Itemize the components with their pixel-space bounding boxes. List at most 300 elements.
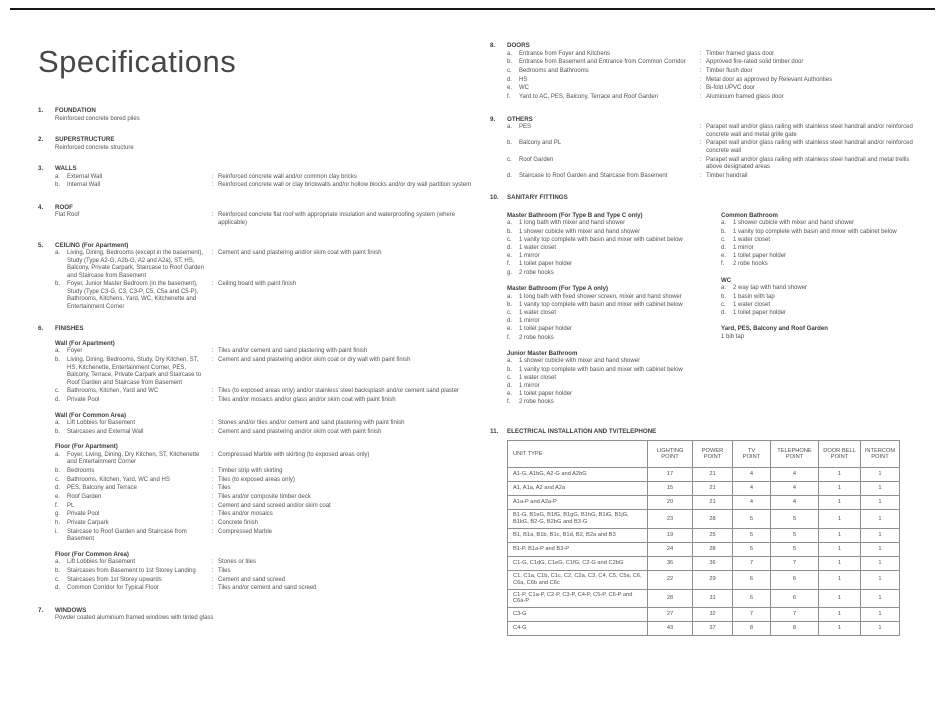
sanitary-item-row — [507, 229, 703, 236]
sanitary-item-row — [507, 391, 703, 398]
spec-item-row — [55, 212, 478, 227]
colon-separator: : — [211, 467, 214, 474]
colon-separator: : — [699, 93, 702, 100]
item-text: 1 vanity top complete with basin and mixer with cabinet below — [519, 366, 683, 373]
point-count-cell: 7 — [733, 608, 771, 622]
point-count-cell: 21 — [693, 468, 733, 482]
item-letter: c. — [55, 476, 60, 483]
column-header — [733, 441, 771, 468]
point-count-cell: 36 — [693, 556, 733, 570]
point-count-cell: 8 — [733, 622, 771, 636]
item-value: Concrete finish — [218, 520, 259, 526]
point-count-cell: 1 — [861, 542, 900, 556]
item-text: 2 robe hooks — [733, 261, 768, 268]
point-count-cell: 1 — [819, 482, 861, 496]
section-title: ELECTRICAL INSTALLATION AND TV/TELEPHONE — [507, 427, 657, 435]
item-letter: b. — [507, 366, 513, 373]
colon-separator: : — [211, 493, 214, 500]
point-count-cell: 17 — [648, 468, 693, 482]
spec-item-row — [55, 397, 478, 405]
item-text: 1 water closet — [733, 301, 771, 308]
item-value: Approved fire-rated solid timber door — [706, 59, 804, 66]
item-label: Roof Garden — [67, 493, 102, 500]
item-label: Staircases and External Wall — [67, 428, 144, 435]
sanitary-item-row — [507, 335, 703, 342]
section-body — [55, 204, 478, 229]
item-letter: f. — [721, 261, 725, 268]
item-text: 1 vanity top complete with basin and mixer with cabinet below — [519, 236, 683, 243]
item-letter: d. — [721, 309, 727, 316]
spec-item-row — [55, 468, 478, 476]
group-heading: Master Bathroom (For Type B and Type C only) — [507, 211, 643, 219]
section-number: 3. — [38, 165, 44, 172]
item-value: Stones or tiles — [218, 559, 257, 566]
point-count-cell: 37 — [693, 622, 733, 636]
colon-separator: : — [211, 559, 214, 566]
table-row — [508, 528, 900, 542]
spec-section — [38, 165, 478, 191]
item-label: Balcony and PL — [519, 140, 562, 147]
spec-section — [490, 116, 917, 182]
point-count-cell: 27 — [648, 608, 693, 622]
item-text: 2 robe hooks — [519, 334, 554, 341]
item-label: PES — [519, 124, 532, 131]
item-text: 1 water closet — [519, 309, 557, 316]
item-value: Cement and sand plastering and/or skim coat or dry wall with paint finish — [218, 357, 411, 364]
colon-separator: : — [211, 502, 214, 509]
unit-type-cell: B1, B1a, B1b, B1c, B1d, B2, B2a and B3 — [508, 528, 648, 542]
point-count-cell: 6 — [733, 589, 771, 608]
item-letter: f. — [55, 502, 59, 509]
unit-type-cell: C1-G, C1dG, C1eG, C1fG, C2-G and C2bG — [508, 556, 648, 570]
sanitary-item-row — [507, 237, 703, 244]
sanitary-item-row — [507, 310, 703, 317]
sanitary-item-row — [721, 310, 917, 317]
spec-item-row — [507, 173, 917, 181]
item-letter: b. — [721, 293, 727, 300]
item-label: Bathrooms, Kitchen, Yard, WC and HS — [67, 476, 170, 483]
spec-item-row — [55, 529, 478, 544]
item-value: Timber flush door — [706, 67, 753, 74]
section-note: Reinforced concrete bored piles — [55, 115, 140, 122]
item-value: Ceiling board with paint finish — [218, 281, 297, 288]
section-title: SUPERSTRUCTURE — [55, 136, 115, 143]
spec-item-row — [55, 568, 478, 576]
point-count-cell: 1 — [861, 496, 900, 510]
point-count-cell: 24 — [648, 542, 693, 556]
group-heading: Floor (For Common Area) — [55, 550, 129, 558]
group-heading: Common Bathroom — [721, 211, 778, 219]
spec-item-row — [507, 68, 917, 76]
spec-section — [38, 242, 478, 313]
page-title: Specifications — [38, 44, 237, 79]
point-count-cell: 28 — [693, 510, 733, 529]
item-text: 1 vanity top complete with basin and mixer with cabinet below — [519, 301, 683, 308]
left-column — [38, 40, 490, 649]
item-text: 1 long bath with fixed shower screen, mixer and hand shower — [519, 293, 682, 300]
item-value: Reinforced concrete wall or clay brickwalls and/or hollow blocks and/or dry wall partition system — [218, 182, 472, 189]
item-text: 1 shower cubicle with mixer and hand shower — [519, 228, 641, 235]
sanitary-group — [721, 325, 917, 341]
header-line: INTERCOM — [864, 447, 896, 454]
point-count-cell: 1 — [819, 468, 861, 482]
item-text: 2 robe hooks — [519, 269, 554, 276]
section-number: 9. — [490, 115, 496, 123]
group-heading: Wall (For Apartment) — [55, 339, 115, 347]
item-letter: a. — [55, 451, 61, 458]
section-number: 11. — [490, 427, 499, 435]
item-value: Timber strip with skirting — [218, 467, 283, 474]
colon-separator: : — [211, 428, 214, 435]
item-letter: f. — [507, 93, 511, 100]
point-count-cell: 1 — [819, 542, 861, 556]
sanitary-item-row — [507, 358, 703, 365]
item-letter: e. — [507, 85, 513, 92]
item-letter: d. — [507, 383, 513, 390]
item-letter: d. — [55, 585, 61, 592]
item-letter: g. — [507, 269, 513, 276]
item-letter: a. — [507, 50, 513, 57]
item-label: Living, Dining, Bedrooms, Study, Dry Kitchen, ST, HS, Kitchenette, Entertainment Corner, PES, Balcony, Terrace, Private Carpark and Staircase to Roof Garden and Staircase from Basement — [67, 357, 202, 386]
item-text: 2 way tap with hand shower — [733, 285, 808, 292]
table-header-row — [508, 441, 900, 468]
spec-item-row — [55, 348, 478, 356]
item-letter: a. — [55, 420, 61, 426]
colon-separator: : — [211, 511, 214, 518]
section-body — [55, 607, 478, 623]
point-count-cell: 1 — [819, 556, 861, 570]
colon-separator: : — [211, 281, 214, 288]
item-letter: b. — [507, 228, 513, 235]
item-letter: b. — [55, 357, 61, 364]
point-count-cell: 31 — [693, 589, 733, 608]
item-letter: c. — [507, 67, 512, 74]
item-label: Foyer — [67, 348, 83, 355]
point-count-cell: 6 — [733, 570, 771, 589]
item-label: Private Pool — [67, 511, 100, 518]
item-label: Lift Lobbies for Basement — [67, 559, 136, 566]
item-letter: e. — [507, 253, 513, 260]
colon-separator: : — [699, 140, 702, 147]
item-letter: a. — [721, 285, 727, 292]
section-title: FOUNDATION — [55, 107, 96, 114]
spec-item-row — [55, 494, 478, 502]
column-header — [693, 441, 733, 468]
point-count-cell: 1 — [861, 528, 900, 542]
header-line: POINT — [830, 454, 849, 461]
item-letter: b. — [55, 567, 61, 574]
section-body — [507, 194, 917, 414]
point-count-cell: 1 — [861, 556, 900, 570]
item-text: 1 long bath with mixer and hand shower — [519, 220, 626, 227]
point-count-cell: 1 — [819, 622, 861, 636]
point-count-cell: 7 — [771, 556, 819, 570]
item-value: Tiles (to exposed areas only) — [218, 476, 295, 483]
sanitary-columns — [507, 205, 917, 415]
table-row — [508, 542, 900, 556]
colon-separator: : — [699, 156, 702, 163]
item-value: Tiles and/or mosaics and/or glass and/or skim coat with paint finish — [218, 397, 396, 403]
item-label: Bedrooms — [67, 467, 95, 474]
item-label: HS — [519, 76, 528, 83]
item-value: Timber framed glass door — [706, 50, 775, 57]
item-value: Stones and/or tiles and/or cement and sand plastering with paint finish — [218, 420, 405, 426]
item-label: Bedrooms and Bathrooms — [519, 67, 589, 74]
spec-item-row — [55, 477, 478, 485]
item-label: Lift Lobbies for Basement — [67, 420, 136, 426]
table-row — [508, 608, 900, 622]
item-value: Reinforced concrete flat roof with appropriate insulation and waterproofing system (where applicable) — [218, 212, 456, 226]
colon-separator: : — [211, 528, 214, 535]
spec-item-row — [55, 357, 478, 387]
point-count-cell: 23 — [648, 510, 693, 529]
header-line: DOOR BELL — [823, 447, 856, 454]
item-letter: b. — [55, 182, 61, 189]
group-heading: Floor (For Apartment) — [55, 443, 118, 451]
section-title: SANITARY FITTINGS — [507, 194, 568, 202]
point-count-cell: 19 — [648, 528, 693, 542]
point-count-cell: 1 — [819, 496, 861, 510]
group-heading: Junior Master Bathroom — [507, 349, 578, 357]
table-row — [508, 589, 900, 608]
item-text: 1 water closet — [519, 374, 557, 381]
spec-item-row — [55, 585, 478, 593]
table-row — [508, 570, 900, 589]
colon-separator: : — [211, 397, 214, 403]
spec-item-row — [55, 559, 478, 567]
spec-item-row — [55, 388, 478, 396]
item-value: Tiles and/or cement and sand screed — [218, 585, 317, 592]
item-letter: f. — [507, 261, 511, 268]
point-count-cell: 5 — [771, 542, 819, 556]
spec-item-row — [507, 124, 917, 139]
section-title: WINDOWS — [55, 606, 87, 614]
unit-type-cell: A1-G, A1bG, A2-G and A2bG — [508, 468, 648, 482]
item-text: 1 mirror — [519, 253, 540, 260]
section-note: Reinforced concrete structure — [55, 144, 134, 151]
point-count-cell: 1 — [819, 528, 861, 542]
item-value: Parapet wall and/or glass railing with stainless steel handrail and/or reinforced concrete wall — [706, 140, 913, 154]
section-number: 1. — [38, 107, 44, 114]
item-value: Compressed Marble with skirting (to exposed areas only) — [218, 451, 370, 458]
section-body — [507, 428, 917, 636]
item-text: 1 mirror — [519, 318, 540, 325]
item-letter: c. — [55, 388, 60, 395]
item-letter: c. — [507, 374, 512, 381]
colon-separator: : — [699, 50, 702, 57]
item-letter: b. — [55, 281, 61, 288]
spec-item-row — [507, 85, 917, 93]
sanitary-group — [721, 277, 917, 318]
item-letter: e. — [507, 391, 513, 398]
item-letter: c. — [507, 309, 512, 316]
group-heading: Master Bathroom (For Type A only) — [507, 285, 609, 292]
sanitary-group — [507, 285, 703, 342]
sanitary-item-row — [507, 383, 703, 390]
item-letter: d. — [507, 318, 513, 325]
section-body — [55, 325, 478, 594]
spec-item-row — [55, 182, 478, 190]
spec-item-row — [507, 59, 917, 67]
colon-separator: : — [211, 585, 214, 592]
point-count-cell: 28 — [693, 542, 733, 556]
item-text: 1 basin with tap — [733, 293, 775, 300]
table-row — [508, 556, 900, 570]
point-count-cell: 21 — [693, 482, 733, 496]
point-count-cell: 4 — [771, 468, 819, 482]
item-letter: a. — [721, 220, 727, 227]
top-divider-rule — [10, 8, 935, 10]
item-label: Yard to AC, PES, Balcony, Terrace and Roof Garden — [519, 93, 659, 100]
item-label: Living, Dining, Bedrooms (except in the basement), Study (Type A2-G, A2b-G, A2 and A2a), ST, HS, Balcony, Private Carpark, Staircase to Roof Garden and Staircase from Basement — [67, 250, 204, 279]
point-count-cell: 7 — [733, 556, 771, 570]
spec-item-row — [55, 520, 478, 528]
spec-item-row — [55, 452, 478, 467]
unit-type-cell: B1-G, B1eG, B1fG, B1gG, B1hG, B1iG, B1jG, B1kG, B2-G, B2bG and B3-G — [508, 510, 648, 529]
table-row — [508, 468, 900, 482]
section-title: FINISHES — [55, 325, 84, 333]
group-heading: Yard, PES, Balcony and Roof Garden — [721, 325, 829, 333]
item-letter: c. — [721, 301, 726, 308]
item-label: Foyer, Living, Dining, Dry Kitchen, ST, Kitchenette and Entertainment Corner — [67, 451, 200, 466]
unit-type-cell: C1-P, C1a-P, C2-P, C3-P, C4-P, C5-P, C6-P and C6a-P — [508, 589, 648, 608]
point-count-cell: 25 — [693, 528, 733, 542]
sanitary-item-row — [507, 375, 703, 382]
section-body — [507, 42, 917, 103]
sanitary-group — [507, 212, 703, 277]
item-letter: a. — [507, 220, 513, 227]
item-label: Private Carpark — [67, 520, 109, 526]
point-count-cell: 4 — [771, 482, 819, 496]
column-header — [648, 441, 693, 468]
unit-type-cell: A1, A1a, A2 and A2a — [508, 482, 648, 496]
colon-separator: : — [211, 476, 214, 483]
item-label: Staircase to Roof Garden and Staircase from Basement — [67, 528, 187, 543]
item-letter: d. — [507, 76, 513, 83]
sanitary-group — [721, 212, 917, 269]
item-text: 1 mirror — [733, 244, 754, 251]
colon-separator: : — [211, 451, 214, 458]
unit-type-cell: B1-P, B1a-P and B3-P — [508, 542, 648, 556]
item-value: Parapet wall and/or glass railing with stainless steel handrail and metal trellis above designated areas — [706, 156, 910, 170]
item-label: WC — [519, 85, 529, 92]
column-header — [771, 441, 819, 468]
spec-item-row — [55, 511, 478, 519]
colon-separator: : — [211, 250, 214, 257]
colon-separator: : — [699, 85, 702, 92]
sanitary-item-row — [507, 253, 703, 260]
table-row — [508, 510, 900, 529]
header-line: POINT — [703, 454, 722, 461]
spec-section — [38, 136, 478, 152]
spec-item-row — [55, 429, 478, 437]
spec-item-row — [55, 485, 478, 493]
item-value: Cement and sand screed — [218, 576, 286, 583]
item-label: Staircases from Basement to 1st Storey Landing — [67, 567, 196, 574]
item-value: Tiles (to exposed areas only) and/or stainless steel backsplash and/or cement sand plaster — [218, 388, 459, 395]
point-count-cell: 4 — [733, 468, 771, 482]
point-count-cell: 5 — [733, 542, 771, 556]
colon-separator: : — [211, 485, 214, 492]
spec-item-row — [507, 94, 917, 102]
point-count-cell: 4 — [771, 496, 819, 510]
item-value: Compressed Marble — [218, 528, 273, 535]
item-value: Cement and sand plastering and/or skim coat with paint finish — [218, 250, 382, 257]
item-letter: a. — [55, 173, 61, 180]
colon-separator: : — [699, 59, 702, 66]
sanitary-item-row — [507, 399, 703, 406]
item-letter: b. — [507, 140, 513, 147]
item-value: Tiles and/or cement and sand plastering with paint finish — [218, 348, 368, 355]
sanitary-item-row — [721, 253, 917, 260]
item-letter: b. — [55, 467, 61, 474]
item-text: 2 robe hooks — [519, 399, 554, 406]
item-label: Private Pool — [67, 397, 100, 403]
item-label: External Wall — [67, 173, 103, 180]
point-count-cell: 1 — [861, 622, 900, 636]
section-body — [55, 165, 478, 191]
section-number: 10. — [490, 194, 499, 202]
item-letter: c. — [55, 576, 60, 583]
point-count-cell: 36 — [648, 556, 693, 570]
point-count-cell: 1 — [819, 510, 861, 529]
point-count-cell: 7 — [771, 608, 819, 622]
electrical-table — [507, 440, 900, 636]
colon-separator: : — [211, 388, 214, 395]
item-letter: f. — [507, 399, 511, 406]
sanitary-item-row — [507, 270, 703, 277]
item-letter: b. — [55, 428, 61, 435]
point-count-cell: 1 — [861, 482, 900, 496]
item-letter: d. — [507, 244, 513, 251]
item-letter: a. — [55, 348, 61, 355]
item-label: Foyer, Junior Master Bedroom (in the basement), Study (Type C3-G, C3, C3-P, C5, C5a and C5-P), Bathrooms, Kitchens, Yard, WC, Kitchenette and Entertainment Corner — [67, 281, 199, 310]
item-letter: c. — [721, 236, 726, 243]
item-letter: b. — [507, 301, 513, 308]
item-value: Tiles and/or composite timber deck — [218, 493, 311, 500]
item-text: 1 shower cubicle with mixer and hand shower — [519, 358, 641, 365]
sanitary-item-row — [721, 220, 917, 227]
spec-item-row — [55, 250, 478, 280]
item-value: Aluminium framed glass door — [706, 93, 784, 100]
item-label: Entrance from Foyer and Kitchens — [519, 50, 611, 57]
item-letter: d. — [507, 172, 513, 179]
colon-separator: : — [211, 348, 214, 355]
sanitary-item-row — [721, 302, 917, 309]
spec-section-sanitary — [490, 194, 917, 414]
item-value: Timber handrail — [706, 172, 748, 179]
header-line: TELEPHONE — [777, 447, 812, 454]
spec-section — [38, 607, 478, 623]
colon-separator: : — [211, 357, 214, 364]
colon-separator: : — [211, 173, 214, 180]
colon-separator: : — [699, 76, 702, 83]
section-body — [55, 136, 478, 152]
sanitary-item-row — [721, 229, 917, 236]
spec-item-row — [55, 281, 478, 311]
spec-item-row — [55, 420, 478, 428]
section-title: DOORS — [507, 42, 530, 49]
item-label: Common Corridor for Typical Floor — [67, 585, 159, 592]
spec-item-row — [507, 77, 917, 85]
colon-separator: : — [211, 212, 214, 219]
point-count-cell: 1 — [819, 589, 861, 608]
sanitary-item-row — [507, 294, 703, 301]
item-letter: i. — [55, 528, 58, 535]
point-count-cell: 1 — [819, 608, 861, 622]
item-label: PES, Balcony and Terrace — [67, 485, 137, 492]
item-letter: f. — [507, 334, 511, 341]
